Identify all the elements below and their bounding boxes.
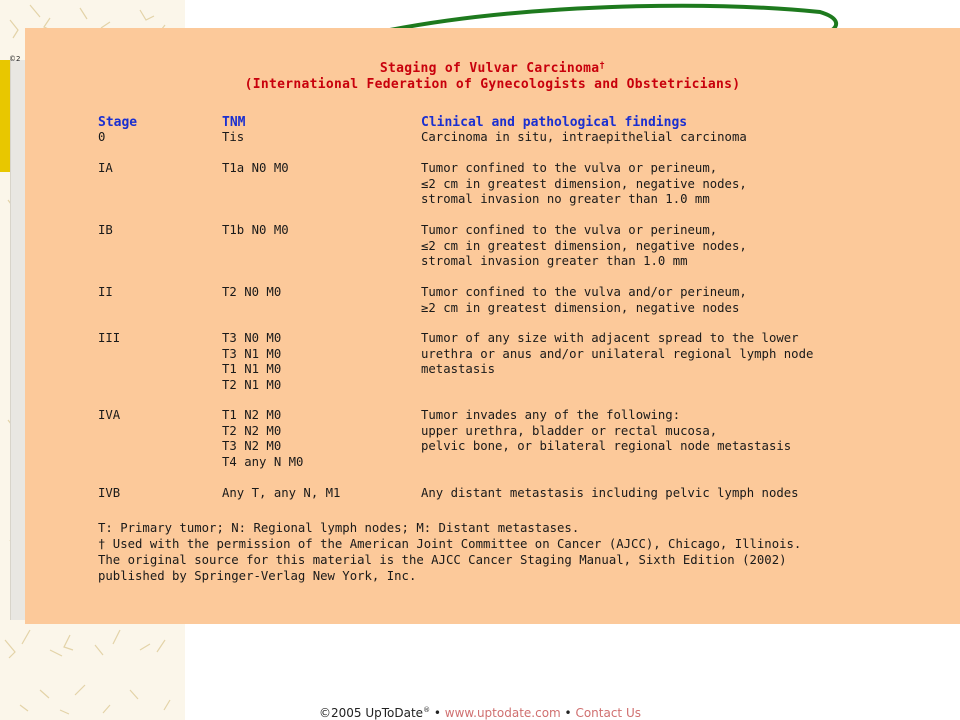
copyright-text: ©2005 UpToDate bbox=[319, 706, 424, 720]
header-tnm: TNM bbox=[222, 115, 246, 130]
row-tnm-iii: T3 N0 M0 T3 N1 M0 T1 N1 M0 T2 N1 M0 bbox=[222, 331, 282, 392]
footnote-permission: † Used with the permission of the American Joint Committee on Cancer (AJCC), Chicago, Illinois. bbox=[98, 537, 802, 551]
copyright-bar bbox=[0, 706, 960, 720]
footnote-abbreviations: T: Primary tumor; N: Regional lymph nodes; M: Distant metastases. bbox=[98, 521, 580, 535]
row-tnm-0: Tis bbox=[222, 130, 245, 144]
row-tnm-ia: T1a N0 M0 bbox=[222, 161, 289, 175]
header-findings: Clinical and pathological findings bbox=[421, 115, 688, 130]
corner-label: ©2 bbox=[9, 55, 21, 63]
separator: • bbox=[430, 706, 445, 720]
row-tnm-ib: T1b N0 M0 bbox=[222, 223, 289, 237]
table-subtitle: (International Federation of Gynecologists and Obstetricians) bbox=[244, 77, 741, 92]
row-stage-ii: II bbox=[98, 285, 113, 299]
row-tnm-ivb: Any T, any N, M1 bbox=[222, 486, 341, 500]
row-findings-ia: Tumor confined to the vulva or perineum, ≤2 cm in greatest dimension, negative nodes, stromal invasion no greater than 1.0 mm bbox=[421, 161, 747, 206]
row-findings-ib: Tumor confined to the vulva or perineum, ≤2 cm in greatest dimension, negative nodes, stromal invasion greater than 1.0 mm bbox=[421, 223, 747, 268]
registered-mark: ® bbox=[423, 706, 431, 714]
row-findings-iva: Tumor invades any of the following: upper urethra, bladder or rectal mucosa, pelvic bone, or bilateral regional node metastasis bbox=[421, 408, 792, 453]
row-findings-ii: Tumor confined to the vulva and/or perineum, ≥2 cm in greatest dimension, negative nodes bbox=[421, 285, 747, 315]
row-findings-iii: Tumor of any size with adjacent spread to the lower urethra or anus and/or unilateral regional lymph node metastasis bbox=[421, 331, 814, 376]
table-title: Staging of Vulvar Carcinoma† bbox=[379, 61, 606, 76]
row-stage-iii: III bbox=[98, 331, 121, 345]
row-stage-ia: IA bbox=[98, 161, 113, 175]
header-stage: Stage bbox=[98, 115, 138, 130]
row-tnm-ii: T2 N0 M0 bbox=[222, 285, 282, 299]
row-stage-iva: IVA bbox=[98, 408, 121, 422]
staging-table-panel bbox=[25, 28, 960, 624]
row-stage-0: 0 bbox=[98, 130, 106, 144]
row-tnm-iva: T1 N2 M0 T2 N2 M0 T3 N2 M0 T4 any N M0 bbox=[222, 408, 304, 469]
separator: • bbox=[560, 706, 576, 720]
footnote-source-line2: published by Springer-Verlag New York, Inc. bbox=[98, 569, 417, 583]
row-stage-ivb: IVB bbox=[98, 486, 121, 500]
row-findings-ivb: Any distant metastasis including pelvic lymph nodes bbox=[421, 486, 799, 500]
row-stage-ib: IB bbox=[98, 223, 113, 237]
footnote-source-line1: The original source for this material is the AJCC Cancer Staging Manual, Sixth Edition (2002) bbox=[98, 553, 787, 567]
contact-us-link[interactable]: Contact Us bbox=[575, 706, 641, 720]
row-findings-0: Carcinoma in situ, intraepithelial carcinoma bbox=[421, 130, 747, 144]
uptodate-link[interactable]: www.uptodate.com bbox=[444, 706, 561, 720]
